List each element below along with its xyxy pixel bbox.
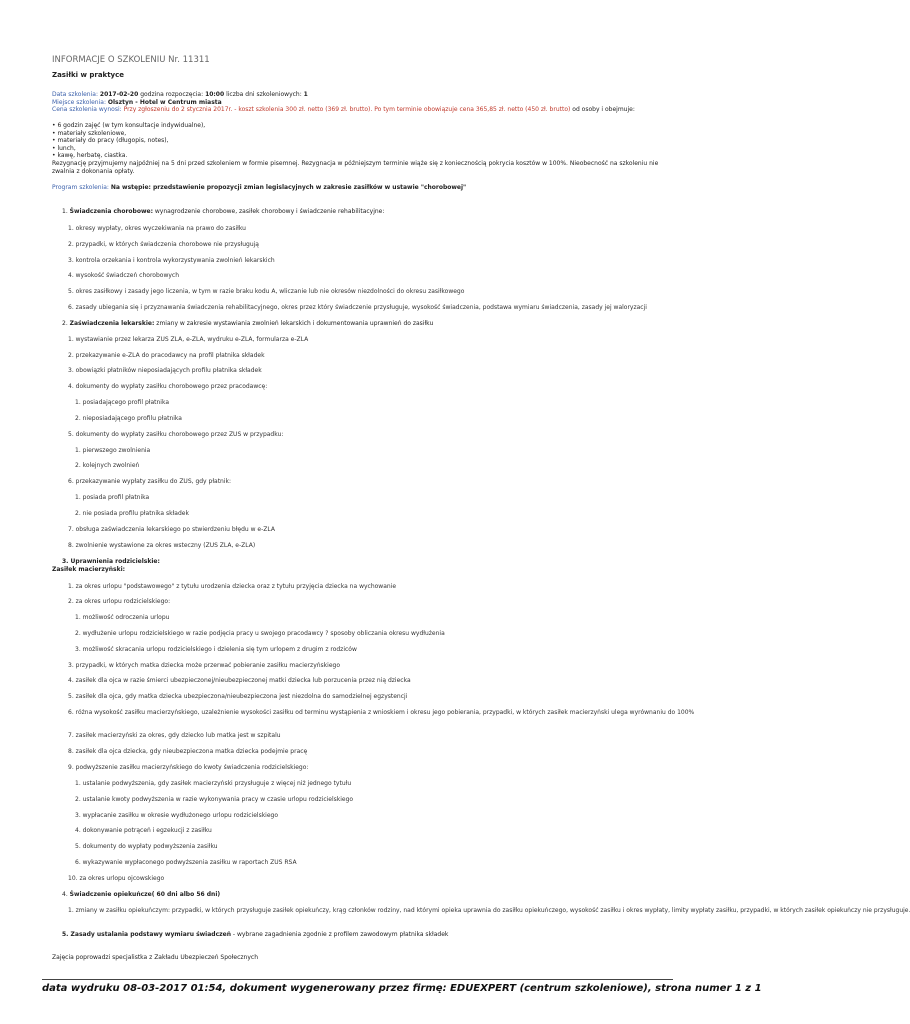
start-value: 10:00 <box>205 91 225 98</box>
list-item: 4. dokonywanie potrąceń i egzekucji z zasiłku <box>75 827 212 834</box>
section-3-heading <box>52 558 160 573</box>
list-item: 6. różna wysokość zasiłku macierzyńskiego, uzależnienie wysokości zasiłku od terminu wystąpienia z wnioskiem i okresu jego pobierania, przypadki, w których zasiłek macierzyński ulega wyrównaniu do 100% <box>68 709 695 716</box>
list-item: 1. ustalanie podwyższenia, gdy zasiłek macierzyński przysługuje z więcej niż jednego tytułu <box>75 780 352 787</box>
list-item: 4. dokumenty do wypłaty zasiłku chorobowego przez pracodawcę: <box>68 383 268 390</box>
list-item: 1. pierwszego zwolnienia <box>75 447 151 454</box>
includes-list <box>52 122 205 160</box>
list-item: 2. nie posiada profilu płatnika składek <box>75 510 189 517</box>
place-line <box>52 99 222 107</box>
list-item: 1. zmiany w zasiłku opiekuńczym: przypadki, w których przysługuje zasiłek opiekuńczy, krąg członków rodziny, nad którymi opieka uprawnia do zasiłku opiekuńczego, wysokość zasiłku i okres wypłaty, limity wypłaty zasiłku, przypadki, w których zasiłek opiekuńczy nie przysługuje. <box>68 907 910 914</box>
list-item: 3. wypłacanie zasiłku w okresie wydłużonego urlopu rodzicielskiego <box>75 812 279 819</box>
date-line <box>52 91 308 99</box>
section-3-subtitle: Zasiłek macierzyński: <box>52 565 126 573</box>
days-value: 1 <box>303 91 308 98</box>
days-label: liczba dni szkoleniowych: <box>226 91 302 98</box>
place-value: Olsztyn - Hotel w Centrum miasta <box>107 98 222 106</box>
start-label: godzina rozpoczęcia: <box>140 91 204 98</box>
list-item: 3. przypadki, w których matka dziecka może przerwać pobieranie zasiłku macierzyńskiego <box>68 662 340 669</box>
list-item: 3. obowiązki płatników nieposiadających profilu płatnika składek <box>68 367 262 374</box>
date-label: Data szkolenia: <box>52 91 98 98</box>
list-item: 7. zasiłek macierzyński za okres, gdy dziecko lub matka jest w szpitalu <box>68 732 281 739</box>
list-item: 8. zasiłek dla ojca dziecka, gdy nieubezpieczona matka dziecka podejmie pracę <box>68 748 308 755</box>
program-intro: Na wstępie: przedstawienie propozycji zmian legislacyjnych w zakresie zasiłków w ustawie "chorobowej" <box>110 184 467 191</box>
includes-item: • materiały do pracy (długopis, notes), <box>52 137 169 145</box>
list-item: 6. przekazywanie wypłaty zasiłku do ZUS, gdy płatnik: <box>68 478 232 485</box>
price-label: Cena szkolenia wynosi: <box>52 106 122 113</box>
section-2-desc: zmiany w zakresie wystawiania zwolnień lekarskich i dokumentowania uprawnień do zasiłku <box>156 320 434 327</box>
section-5-desc: - wybrane zagadnienia zgodnie z profilem zawodowym płatnika składek <box>232 931 449 938</box>
document-title: INFORMACJE O SZKOLENIU Nr. 11311 <box>52 55 210 65</box>
section-5-title: 5. Zasady ustalania podstawy wymiaru świadczeń <box>62 931 231 938</box>
section-1-heading: 1. Świadczenia chorobowe: wynagrodzenie chorobowe, zasiłek chorobowy i świadczenie rehabilitacyjne: <box>62 208 385 215</box>
section-3-title: 3. Uprawnienia rodzicielskie: <box>62 558 160 565</box>
list-item: 5. dokumenty do wypłaty podwyższenia zasiłku <box>75 843 218 850</box>
program-line <box>52 184 466 192</box>
list-item: 2. wydłużenie urlopu rodzicielskiego w razie podjęcia pracy u swojego pracodawcy ? sposoby obliczania okresu wydłużenia <box>75 630 445 637</box>
list-item: 4. zasiłek dla ojca w razie śmierci ubezpieczonej/nieubezpieczonej matki dziecka lub porzucenia przez nią dziecka <box>68 677 411 684</box>
list-item: 3. możliwość skracania urlopu rodzicielskiego i dzielenia się tym urlopem z drugim z rodziców <box>75 646 357 653</box>
list-item: 1. możliwość odroczenia urlopu <box>75 614 170 621</box>
section-4-heading: 4. Świadczenie opiekuńcze( 60 dni albo 56 dni) <box>62 891 221 898</box>
section-4-title: Świadczenie opiekuńcze( 60 dni albo 56 dni) <box>69 891 221 898</box>
list-item: 6. wykazywanie wypłaconego podwyższenia zasiłku w raportach ZUS RSA <box>75 859 297 866</box>
list-item: 1. za okres urlopu "podstawowego" z tytułu urodzenia dziecka oraz z tytułu przyjęcia dziecka na wychowanie <box>68 583 397 590</box>
price-value: Przy zgłoszeniu do 2 stycznia 2017r. - koszt szkolenia 300 zł. netto (369 zł. brutto). Po tym terminie obowiązuje cena 365,85 zł. netto (450 zł. brutto) <box>123 106 571 113</box>
list-item: 1. posiada profil płatnika <box>75 494 150 501</box>
includes-item: • materiały szkoleniowe, <box>52 129 127 137</box>
registration-terms: Rezygnację przyjmujemy najpóźniej na 5 dni przed szkoleniem w formie pisemnej. Rezygnacja w późniejszym terminie wiąże się z koniecznością pokrycia kosztów w 100%. Nieobecność na szkoleniu nie zwalnia z dokonania opłaty. <box>52 160 659 175</box>
list-item: 8. zwolnienie wystawione za okres wsteczny (ZUS ZLA, e-ZLA) <box>68 542 256 549</box>
includes-item: • kawę, herbatę, ciastka. <box>52 152 128 160</box>
list-item: 5. okres zasiłkowy i zasady jego liczenia, w tym w razie braku kodu A, wliczanie lub nie okresów niezdolności do okresu zasiłkowego <box>68 288 465 295</box>
list-item: 3. kontrola orzekania i kontrola wykorzystywania zwolnień lekarskich <box>68 257 275 264</box>
section-2-title: Zaświadczenia lekarskie: <box>69 320 155 327</box>
list-item: 6. zasady ubiegania się i przyznawania świadczenia rehabilitacyjnego, okres przez który świadczenie przysługuje, wysokość świadczenia, podstawa wymiaru świadczenia, zasady jej waloryzacji <box>68 304 647 311</box>
place-label: Miejsce szkolenia: <box>52 98 106 106</box>
list-item: 10. za okres urlopu ojcowskiego <box>68 875 165 882</box>
price-line <box>52 106 635 114</box>
list-item: 9. podwyższenie zasiłku macierzyńskiego do kwoty świadczenia rodzicielskiego: <box>68 764 309 771</box>
list-item: 2. nieposiadającego profilu płatnika <box>75 415 182 422</box>
date-value: 2017-02-20 <box>99 91 139 98</box>
list-item: 2. za okres urlopu rodzicielskiego: <box>68 598 171 605</box>
closing-note: Zajęcia poprowadzi specjalistka z Zakładu Ubezpieczeń Społecznych <box>52 954 259 961</box>
list-item: 7. obsługa zaświadczenia lekarskiego po stwierdzeniu błędu w e-ZLA <box>68 526 275 533</box>
section-5-heading <box>62 931 448 939</box>
section-1-title: Świadczenia chorobowe: <box>69 208 153 215</box>
list-item: 4. wysokość świadczeń chorobowych <box>68 272 180 279</box>
list-item: 2. przekazywanie e-ZLA do pracodawcy na profil płatnika składek <box>68 352 265 359</box>
program-label: Program szkolenia: <box>52 184 109 191</box>
list-item: 2. ustalanie kwoty podwyższenia w razie wykonywania pracy w czasie urlopu rodzicielskiego <box>75 796 354 803</box>
print-footer: data wydruku 08-03-2017 01:54, dokument wygenerowany przez firmę: EDUEXPERT (centrum szkoleniowe), strona numer 1 z 1 <box>42 983 762 994</box>
price-suffix: od osoby i obejmuje: <box>572 106 635 113</box>
section-1-desc: wynagrodzenie chorobowe, zasiłek chorobowy i świadczenie rehabilitacyjne: <box>154 208 385 215</box>
section-2-heading: 2. Zaświadczenia lekarskie: zmiany w zakresie wystawiania zwolnień lekarskich i dokumentowania uprawnień do zasiłku <box>62 320 434 327</box>
list-item: 1. okresy wypłaty, okres wyczekiwania na prawo do zasiłku <box>68 225 246 232</box>
list-item: 5. zasiłek dla ojca, gdy matka dziecka ubezpieczona/nieubezpieczona jest niezdolna do samodzielnej egzystencji <box>68 693 408 700</box>
footer-divider <box>42 979 673 980</box>
training-name: Zasiłki w praktyce <box>52 71 125 79</box>
list-item: 1. posiadającego profil płatnika <box>75 399 170 406</box>
list-item: 5. dokumenty do wypłaty zasiłku chorobowego przez ZUS w przypadku: <box>68 431 284 438</box>
includes-item: • 6 godzin zajęć (w tym konsultacje indywidualne), <box>52 122 206 129</box>
includes-item: • lunch, <box>52 144 76 152</box>
list-item: 1. wystawianie przez lekarza ZUS ZLA, e-ZLA, wydruku e-ZLA, formularza e-ZLA <box>68 336 309 343</box>
list-item: 2. kolejnych zwolnień <box>75 462 140 469</box>
list-item: 2. przypadki, w których świadczenia chorobowe nie przysługują <box>68 241 259 248</box>
